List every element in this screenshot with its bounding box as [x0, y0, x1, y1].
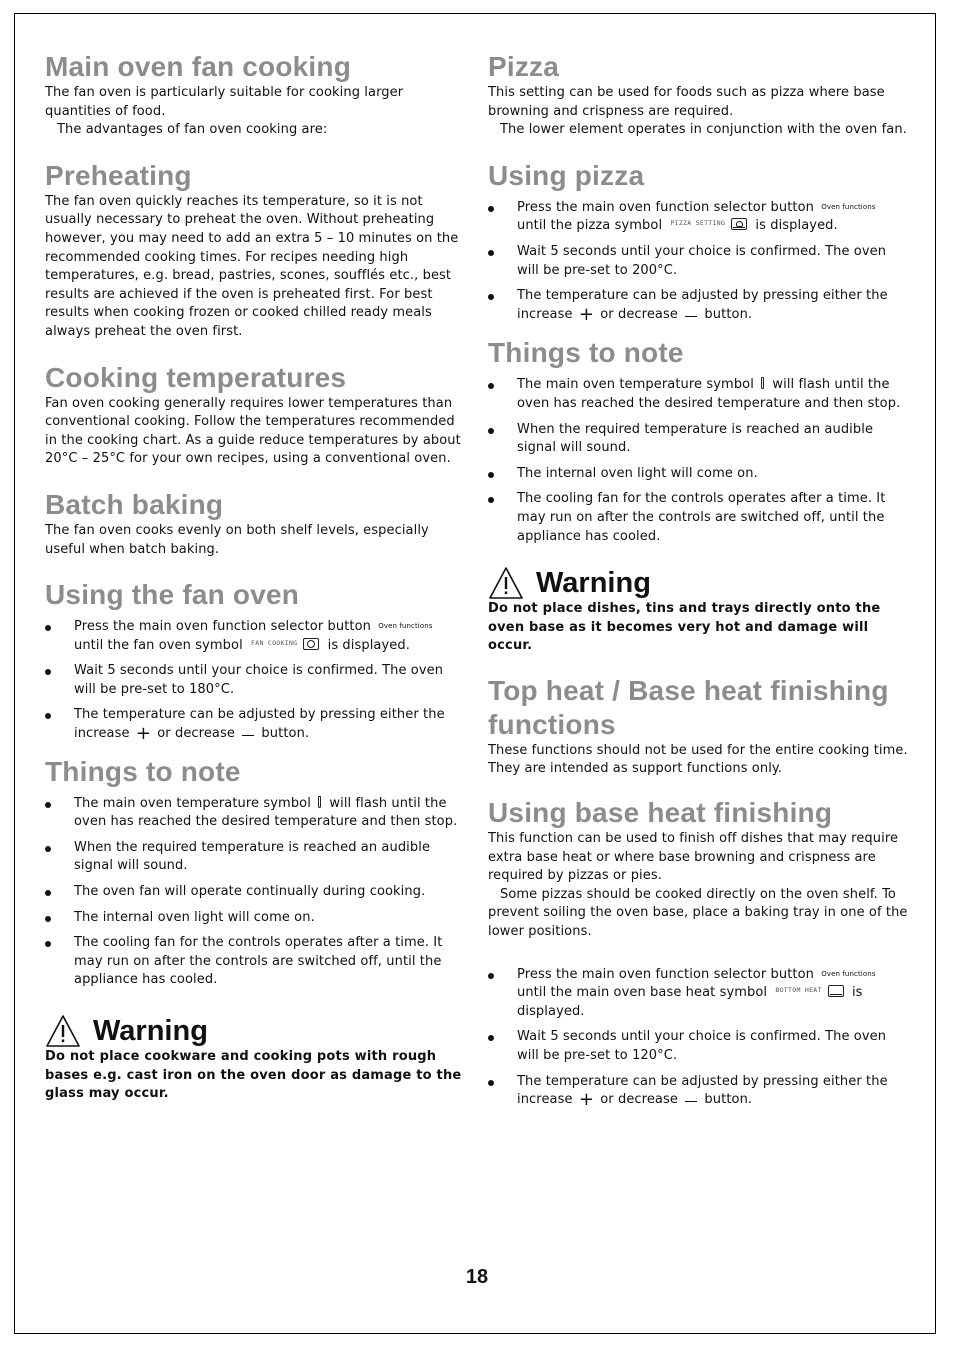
section-title: Preheating	[45, 159, 192, 191]
using-pizza-section	[488, 159, 912, 325]
warning-header	[488, 566, 912, 600]
cooking-temperatures-section	[45, 361, 467, 469]
list-item: The main oven temperature symbol will flash until the oven has reached the desired temperature and then stop.	[45, 795, 467, 832]
note-list	[45, 795, 467, 990]
thermometer-icon	[761, 377, 764, 389]
paragraph: This function can be used to finish off dishes that may require extra base heat or where base browning and crispness are required by pizzas or pies.	[488, 831, 899, 884]
preheating-section	[45, 159, 467, 342]
instruction-list	[488, 199, 912, 325]
things-to-note-section	[45, 755, 467, 990]
pizza-section	[488, 50, 912, 140]
section-title: Using pizza	[488, 159, 645, 191]
base-heat-icon	[828, 985, 844, 997]
bullet-icon	[488, 973, 494, 979]
lcd-label: PIZZA SETTING	[670, 219, 726, 228]
bullet-icon	[488, 472, 494, 478]
list-item: Press the main oven function selector button Oven functions until the main oven base heat symbol BOTTOM HEAT is displayed.	[488, 966, 912, 1022]
minus-icon	[685, 1101, 697, 1102]
list-item: Wait 5 seconds until your choice is confirmed. The oven will be pre-set to 120°C.	[488, 1028, 912, 1065]
section-title: Cooking temperatures	[45, 361, 347, 393]
section-title: Using the fan oven	[45, 579, 300, 611]
bullet-icon	[45, 846, 51, 852]
list-item: The oven fan will operate continually during cooking.	[45, 883, 467, 902]
left-column	[45, 50, 467, 1104]
fan-oven-icon	[303, 638, 319, 650]
paragraph: These functions should not be used for the entire cooking time. They are intended as support functions only.	[488, 742, 908, 777]
list-item: The temperature can be adjusted by pressing either the increase + or decrease button.	[488, 287, 912, 324]
warning-text: Do not place dishes, tins and trays directly onto the oven base as it becomes very hot and damage will occur.	[488, 601, 881, 654]
oven-functions-button-icon: Oven functions	[821, 202, 876, 211]
note-list	[488, 376, 912, 546]
paragraph: The advantages of fan oven cooking are:	[57, 122, 328, 138]
bullet-icon	[488, 206, 494, 212]
paragraph: The fan oven quickly reaches its temperature, so it is not usually necessary to preheat the oven. Without preheating however, you may need to add an extra 5 – 10 minutes on the recommended cooking times. For recipes needing high temperatures, e.g. bread, pastries, scones, soufflés etc., best results are achieved if the oven is preheated first. For best results when cooking frozen or cooked chilled ready meals always preheat the oven first.	[45, 193, 459, 339]
bullet-icon	[488, 383, 494, 389]
bullet-icon	[488, 428, 494, 434]
plus-icon: +	[135, 723, 152, 745]
section-title: Using base heat finishing	[488, 797, 833, 829]
bullet-icon	[488, 497, 494, 503]
list-item: When the required temperature is reached an audible signal will sound.	[45, 839, 467, 876]
section-title: Things to note	[45, 755, 241, 787]
list-item: When the required temperature is reached an audible signal will sound.	[488, 421, 912, 458]
bullet-icon	[488, 250, 494, 256]
lcd-label: FAN COOKING	[251, 638, 298, 647]
bullet-icon	[45, 941, 51, 947]
top-base-heat-section	[488, 674, 912, 779]
list-item: Press the main oven function selector button Oven functions until the fan oven symbol FAN COOKING is displayed.	[45, 618, 467, 655]
list-item: The internal oven light will come on.	[488, 465, 912, 484]
things-to-note-section	[488, 336, 912, 546]
paragraph: Some pizzas should be cooked directly on the oven shelf. To prevent soiling the oven base, place a baking tray in one of the lower positions.	[488, 886, 908, 940]
paragraph: This setting can be used for foods such as pizza where base browning and crispness are required.	[488, 85, 885, 119]
bullet-icon	[45, 802, 51, 808]
bullet-icon	[45, 669, 51, 675]
list-item: The cooling fan for the controls operates after a time. It may run on after the controls are switched off, until the appliance has cooled.	[488, 490, 912, 546]
warning-section	[45, 1014, 467, 1104]
bullet-icon	[488, 1080, 494, 1086]
using-fan-oven-section	[45, 578, 467, 744]
warning-triangle-icon	[488, 566, 524, 600]
right-column	[488, 50, 912, 1117]
paragraph: Fan oven cooking generally requires lower temperatures than conventional cooking. Follow the temperatures recommended in the cooking chart. As a guide reduce temperatures by about 20°C – 25°C for your own recipes, using a conventional oven.	[45, 395, 461, 467]
section-title: Top heat / Base heat finishing functions	[488, 674, 889, 740]
list-item: The temperature can be adjusted by pressing either the increase + or decrease button.	[488, 1073, 912, 1110]
using-base-heat-section	[488, 796, 912, 1110]
section-title: Pizza	[488, 51, 560, 82]
minus-icon	[685, 316, 697, 317]
list-item: Wait 5 seconds until your choice is confirmed. The oven will be pre-set to 180°C.	[45, 662, 467, 699]
bullet-icon	[488, 1035, 494, 1041]
warning-title: Warning	[536, 567, 651, 600]
list-item: Wait 5 seconds until your choice is confirmed. The oven will be pre-set to 200°C.	[488, 243, 912, 280]
list-item: The cooling fan for the controls operates after a time. It may run on after the controls are switched off, until the appliance has cooled.	[45, 934, 467, 990]
pizza-icon	[731, 218, 747, 230]
section-title: Batch baking	[45, 488, 224, 520]
list-item: The internal oven light will come on.	[45, 909, 467, 928]
paragraph: The lower element operates in conjunction with the oven fan.	[500, 122, 907, 138]
bullet-icon	[45, 916, 51, 922]
lcd-label: BOTTOM HEAT	[775, 986, 822, 995]
section-title: Main oven fan cooking	[45, 51, 352, 82]
thermometer-icon	[318, 796, 321, 808]
plus-icon: +	[578, 303, 595, 325]
paragraph: The fan oven is particularly suitable for cooking larger quantities of food.	[45, 85, 404, 119]
main-oven-fan-cooking-section	[45, 50, 467, 140]
bullet-icon	[45, 625, 51, 631]
warning-text: Do not place cookware and cooking pots with rough bases e.g. cast iron on the oven door as damage to the glass may occur.	[45, 1049, 462, 1102]
list-item: The main oven temperature symbol will flash until the oven has reached the desired temperature and then stop.	[488, 376, 912, 413]
page-number: 18	[465, 1266, 489, 1288]
paragraph: The fan oven cooks evenly on both shelf levels, especially useful when batch baking.	[45, 522, 429, 557]
minus-icon	[242, 735, 254, 736]
warning-title: Warning	[93, 1015, 208, 1047]
plus-icon: +	[578, 1089, 595, 1111]
bullet-icon	[45, 713, 51, 719]
warning-section	[488, 566, 912, 656]
warning-header	[45, 1014, 467, 1048]
bullet-icon	[488, 294, 494, 300]
instruction-list	[45, 618, 467, 744]
instruction-list	[488, 966, 912, 1110]
oven-functions-button-icon: Oven functions	[378, 622, 433, 631]
list-item: The temperature can be adjusted by pressing either the increase + or decrease button.	[45, 706, 467, 743]
section-title: Things to note	[488, 337, 684, 369]
warning-triangle-icon	[45, 1014, 81, 1048]
list-item: Press the main oven function selector button Oven functions until the pizza symbol PIZZA SETTING is displayed.	[488, 199, 912, 236]
batch-baking-section	[45, 488, 467, 559]
oven-functions-button-icon: Oven functions	[821, 969, 876, 978]
bullet-icon	[45, 890, 51, 896]
